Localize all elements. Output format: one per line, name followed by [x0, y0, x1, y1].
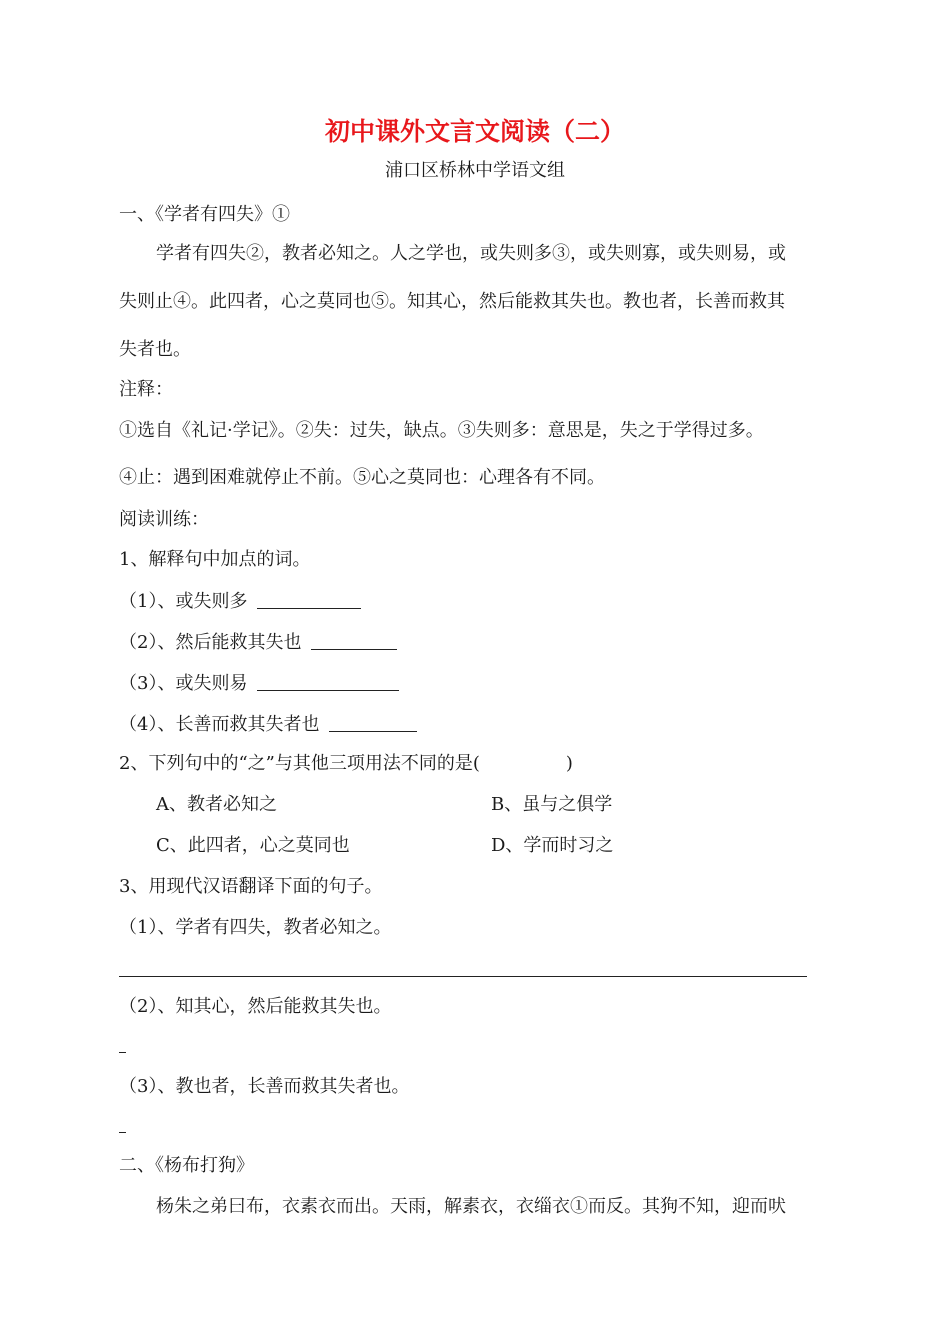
q1-item-2-text: （2）、然后能救其失也	[119, 632, 302, 653]
q1-item-4-text: （4）、长善而救其失者也	[119, 714, 320, 735]
question-2-text: 2、下列句中的“之”与其他三项用法不同的是(	[119, 753, 480, 774]
q1-item-1	[119, 592, 361, 611]
section2-passage-line-1: 杨朱之弟曰布，衣素衣而出。天雨，解素衣，衣缁衣①而反。其狗不知，迎而吠	[156, 1196, 786, 1217]
answer-blank[interactable]	[257, 674, 399, 691]
notes-line-2: ④止：遇到困难就停止不前。⑤心之莫同也：心理各有不同。	[119, 467, 605, 488]
notes-label: 注释：	[119, 379, 173, 400]
option-c: C、此四者，心之莫同也	[156, 835, 350, 856]
document-title: 初中课外文言文阅读（二）	[324, 117, 625, 146]
answer-blank[interactable]	[257, 592, 361, 609]
q1-item-2	[119, 633, 397, 652]
passage-line-2: 失则止④。此四者，心之莫同也⑤。知其心，然后能救其失也。教也者，长善而救其	[119, 291, 785, 312]
section2-heading: 二、《杨布打狗》	[119, 1155, 254, 1176]
notes-line-1: ①选自《礼记·学记》。②失：过失，缺点。③失则多：意思是，失之于学得过多。	[119, 420, 764, 441]
section1-heading: 一、《学者有四失》①	[119, 204, 290, 225]
document-subtitle: 浦口区桥林中学语文组	[385, 160, 565, 181]
question-2-close: )	[565, 753, 573, 774]
passage-line-1: 学者有四失②，教者必知之。人之学也，或失则多③，或失则寡，或失则易，或	[156, 243, 786, 264]
answer-line[interactable]	[119, 976, 807, 977]
passage-line-3: 失者也。	[119, 339, 191, 360]
q1-item-4	[119, 715, 417, 734]
option-b: B、虽与之俱学	[491, 794, 613, 815]
option-a: A、教者必知之	[156, 794, 277, 815]
answer-line-stub[interactable]	[119, 1052, 126, 1053]
training-label: 阅读训练：	[119, 509, 209, 530]
answer-blank[interactable]	[311, 633, 397, 650]
q1-item-3	[119, 674, 399, 693]
q1-item-3-text: （3）、或失则易	[119, 673, 248, 694]
q3-item-1: （1）、学者有四失，教者必知之。	[119, 917, 392, 938]
q1-item-1-text: （1）、或失则多	[119, 591, 248, 612]
option-d: D、学而时习之	[491, 835, 614, 856]
question-1: 1、解释句中加点的词。	[119, 549, 311, 570]
question-3: 3、用现代汉语翻译下面的句子。	[119, 876, 383, 897]
q3-item-3: （3）、教也者，长善而救其失者也。	[119, 1076, 410, 1097]
q3-item-2: （2）、知其心，然后能救其失也。	[119, 996, 392, 1017]
answer-blank[interactable]	[329, 715, 417, 732]
question-2	[119, 755, 573, 773]
answer-line-stub[interactable]	[119, 1132, 126, 1133]
